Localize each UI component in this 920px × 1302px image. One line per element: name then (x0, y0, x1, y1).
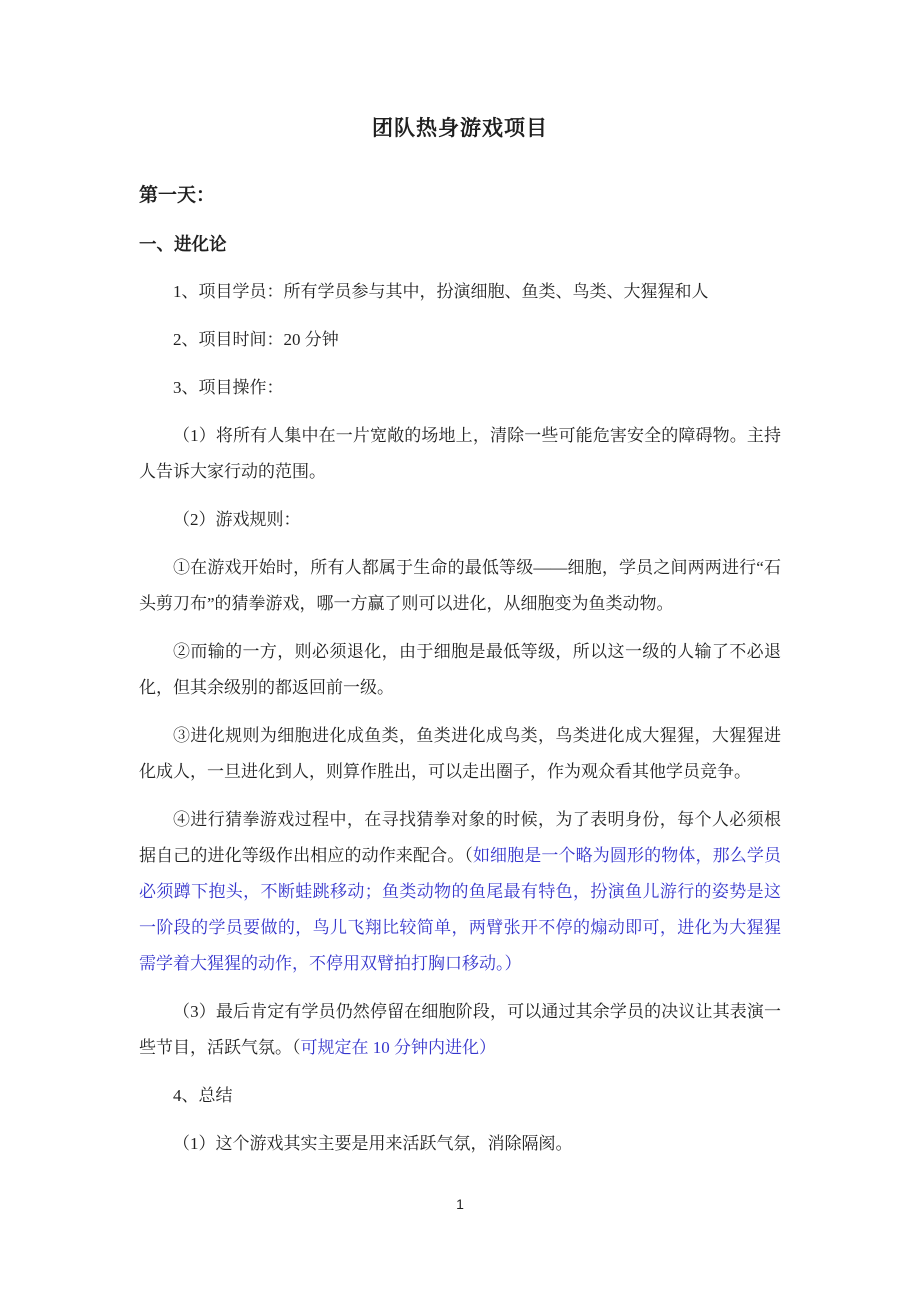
body-text-run: ①在游戏开始时，所有人都属于生命的最低等级——细胞，学员之间两两进行“石头剪刀布”的猜拳游戏，哪一方赢了则可以进化，从细胞变为鱼类动物。 (139, 558, 781, 613)
paragraph (139, 322, 781, 358)
body-text-run: ④进行猜拳游戏过程中，在寻找猜拳对象的时候，为了表明身份，每个人必须根据自己的进化等级作出相应的动作来配合。（ (139, 810, 781, 865)
paragraph (139, 802, 781, 982)
paragraph (139, 370, 781, 406)
page-footer (0, 1196, 920, 1212)
body-text-run: ③进化规则为细胞进化成鱼类，鱼类进化成鸟类，鸟类进化成大猩猩，大猩猩进化成人，一旦进化到人，则算作胜出，可以走出圈子，作为观众看其他学员竞争。 (139, 726, 781, 781)
annotation-text-run: 如细胞是一个略为圆形的物体，那么学员必须蹲下抱头，不断蛙跳移动；鱼类动物的鱼尾最有特色，扮演鱼儿游行的姿势是这一阶段的学员要做的，鸟儿飞翔比较简单，两臂张开不停的煽动即可，进化为大猩猩需学着大猩猩的动作，不停用双臂拍打胸口移动。） (139, 846, 782, 973)
document-title: 团队热身游戏项目 (372, 116, 548, 140)
body-text-run: 2、项目时间：20 分钟 (173, 330, 339, 349)
paragraph (139, 994, 781, 1066)
body-text-run: （1）这个游戏其实主要是用来活跃气氛，消除隔阂。 (173, 1134, 573, 1153)
body-text-run: （3）最后肯定有学员仍然停留在细胞阶段，可以通过其余学员的决议让其表演一些节目，活跃气氛。（ (139, 1002, 781, 1057)
body-text-run: 1、项目学员：所有学员参与其中，扮演细胞、鱼类、鸟类、大猩猩和人 (173, 282, 709, 301)
paragraph (139, 718, 781, 790)
body-text-run: （2）游戏规则： (173, 510, 301, 529)
paragraph (139, 274, 781, 310)
body-text-run: 3、项目操作： (173, 378, 284, 397)
paragraph (139, 550, 781, 622)
paragraph (139, 502, 781, 538)
paragraph-list (139, 274, 781, 1162)
body-text-run: ②而输的一方，则必须退化，由于细胞是最低等级，所以这一级的人输了不必退化，但其余级别的都返回前一级。 (139, 642, 781, 697)
section-heading: 一、进化论 (139, 234, 227, 254)
paragraph (139, 1078, 781, 1114)
page-number: 1 (456, 1196, 464, 1212)
paragraph (139, 418, 781, 490)
body-text-run: （1）将所有人集中在一片宽敞的场地上，清除一些可能危害安全的障碍物。主持人告诉大家行动的范围。 (139, 426, 781, 481)
day-heading: 第一天： (139, 185, 216, 206)
paragraph (139, 634, 781, 706)
annotation-text-run: 可规定在 10 分钟内进化） (300, 1038, 496, 1057)
paragraph (139, 1126, 781, 1162)
body-text-run: 4、总结 (173, 1086, 233, 1105)
